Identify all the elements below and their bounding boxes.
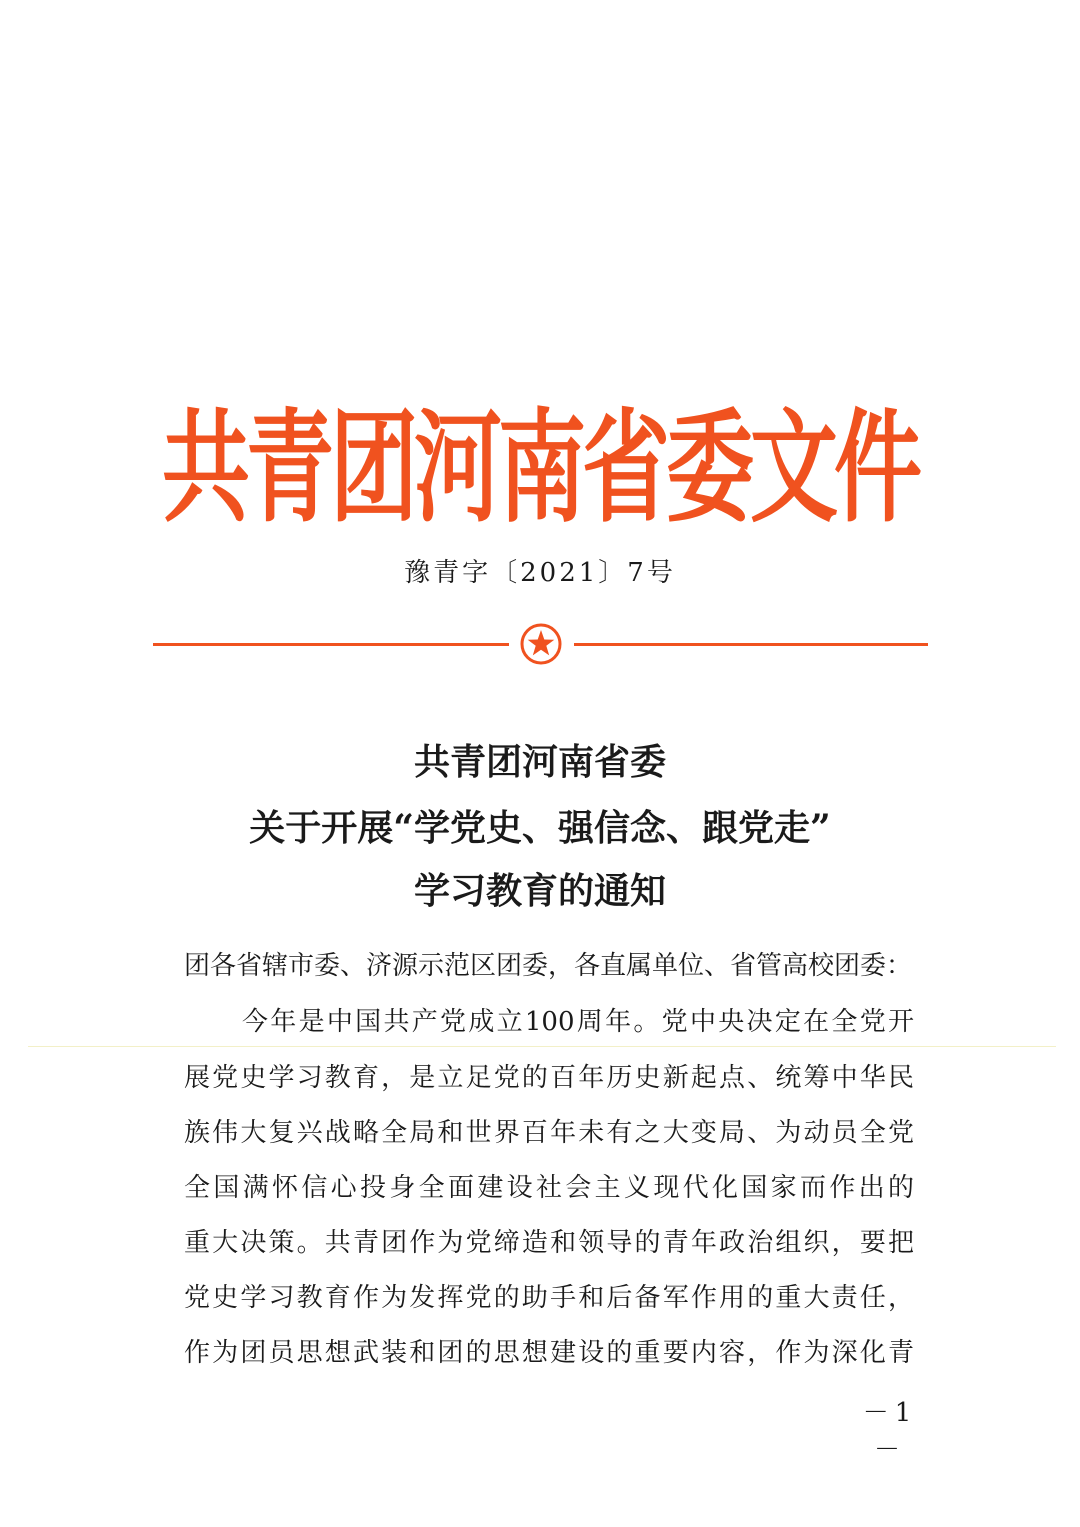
star-emblem-icon [519, 622, 563, 666]
scan-artifact-line [28, 1046, 1056, 1047]
body-line: 党史学习教育作为发挥党的助手和后备军作用的重大责任， [184, 1283, 914, 1313]
document-number: 豫青字〔2021〕7号 [404, 558, 676, 588]
page-number: －1－ [862, 1398, 918, 1465]
body-line: 今年是中国共产党成立100周年。党中央决定在全党开 [242, 1007, 914, 1037]
body-line: 族伟大复兴战略全局和世界百年未有之大变局、为动员全党 [184, 1118, 914, 1148]
separator-line-right [574, 643, 928, 646]
body-line: 展党史学习教育，是立足党的百年历史新起点、统筹中华民 [184, 1063, 914, 1093]
separator-line-left [153, 643, 509, 646]
notice-title-line-1: 共青团河南省委 [413, 741, 666, 783]
body-line: 重大决策。共青团作为党缔造和领导的青年政治组织，要把 [184, 1228, 914, 1258]
notice-title-line-3: 学习教育的通知 [413, 870, 666, 912]
salutation: 团各省辖市委、济源示范区团委，各直属单位、省管高校团委： [184, 951, 913, 981]
body-line: 全国满怀信心投身全面建设社会主义现代化国家而作出的 [184, 1173, 914, 1203]
body-line: 作为团员思想武装和团的思想建设的重要内容，作为深化青 [184, 1338, 914, 1368]
org-header-title: 共青团河南省委文件 [161, 396, 918, 539]
red-separator [153, 622, 928, 666]
notice-title-line-2: 关于开展“学党史、强信念、跟党走” [249, 807, 831, 849]
